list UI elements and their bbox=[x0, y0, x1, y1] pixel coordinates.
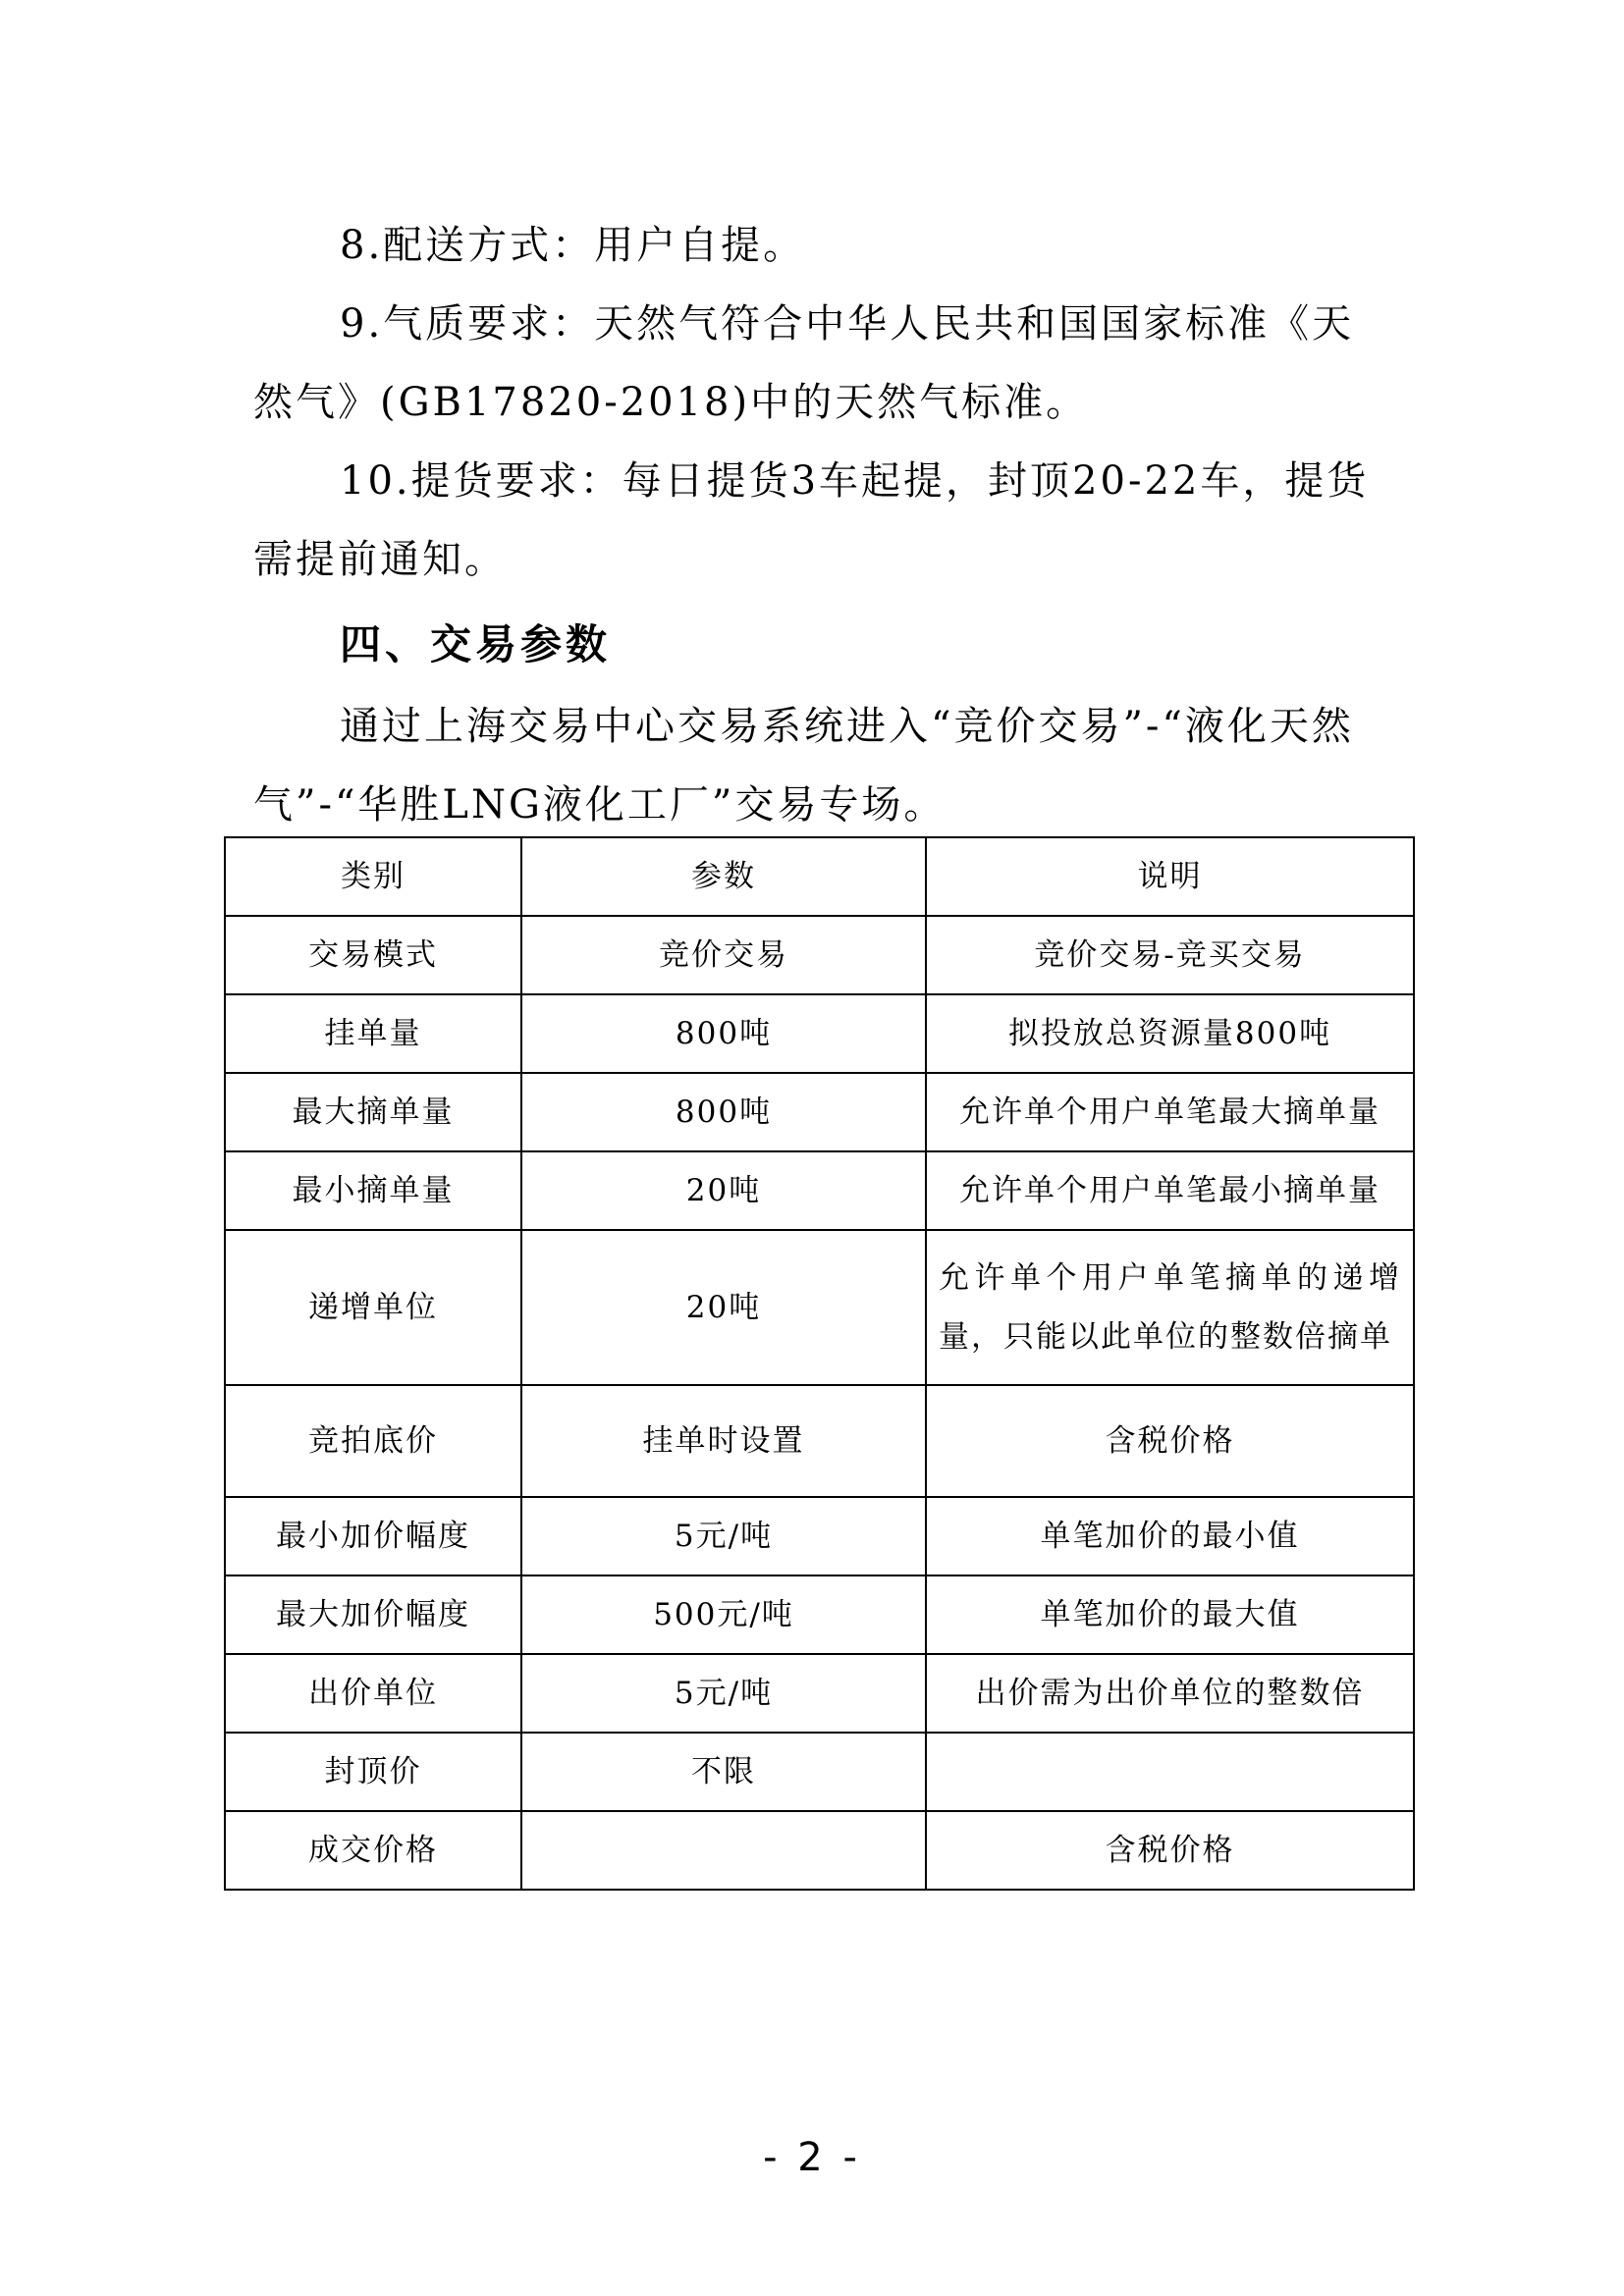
paragraph-pickup bbox=[253, 442, 1382, 599]
row-parameter: 5元/吨 bbox=[521, 1654, 926, 1733]
row-description: 允许单个用户单笔最小摘单量 bbox=[926, 1151, 1414, 1230]
paragraph-delivery-text: 8.配送方式：用户自提。 bbox=[340, 223, 806, 268]
row-description: 允许单个用户单笔最大摘单量 bbox=[926, 1073, 1414, 1151]
table-row bbox=[225, 994, 1414, 1073]
row-description: 出价需为出价单位的整数倍 bbox=[926, 1654, 1414, 1733]
trading-parameters-table bbox=[224, 836, 1415, 1891]
header-description: 说明 bbox=[926, 837, 1414, 916]
row-parameter: 5元/吨 bbox=[521, 1497, 926, 1575]
page-number: - 2 - bbox=[763, 2135, 861, 2180]
paragraph-gas-quality bbox=[253, 285, 1382, 442]
row-category: 出价单位 bbox=[225, 1654, 521, 1733]
table-row bbox=[225, 1073, 1414, 1151]
row-parameter: 800吨 bbox=[521, 1073, 926, 1151]
header-parameter: 参数 bbox=[521, 837, 926, 916]
row-category: 成交价格 bbox=[225, 1811, 521, 1890]
row-category: 最小摘单量 bbox=[225, 1151, 521, 1230]
table-row bbox=[225, 1497, 1414, 1575]
row-category: 交易模式 bbox=[225, 916, 521, 994]
row-category: 递增单位 bbox=[225, 1230, 521, 1385]
row-parameter bbox=[521, 1811, 926, 1890]
row-category: 封顶价 bbox=[225, 1733, 521, 1811]
table-row bbox=[225, 1230, 1414, 1385]
row-description: 单笔加价的最小值 bbox=[926, 1497, 1414, 1575]
row-category: 竞拍底价 bbox=[225, 1385, 521, 1497]
row-description: 含税价格 bbox=[926, 1385, 1414, 1497]
row-parameter: 500元/吨 bbox=[521, 1575, 926, 1654]
table-row bbox=[225, 1151, 1414, 1230]
row-parameter: 20吨 bbox=[521, 1151, 926, 1230]
paragraph-pickup-text: 10.提货要求：每日提货3车起提，封顶20-22车，提货需提前通知。 bbox=[253, 458, 1370, 582]
row-description: 竞价交易-竞买交易 bbox=[926, 916, 1414, 994]
table-row bbox=[225, 1385, 1414, 1497]
table-row bbox=[225, 916, 1414, 994]
row-category: 最小加价幅度 bbox=[225, 1497, 521, 1575]
section-heading: 四、交易参数 bbox=[340, 620, 612, 668]
table-row bbox=[225, 1654, 1414, 1733]
table-row bbox=[225, 1811, 1414, 1890]
row-parameter: 20吨 bbox=[521, 1230, 926, 1385]
row-parameter: 竞价交易 bbox=[521, 916, 926, 994]
row-category: 挂单量 bbox=[225, 994, 521, 1073]
section-intro-text: 通过上海交易中心交易系统进入“竞价交易”-“液化天然气”-“华胜LNG液化工厂”交易专场。 bbox=[253, 704, 1354, 828]
row-parameter: 挂单时设置 bbox=[521, 1385, 926, 1497]
paragraph-delivery bbox=[253, 206, 1382, 285]
row-category: 最大加价幅度 bbox=[225, 1575, 521, 1654]
row-description: 拟投放总资源量800吨 bbox=[926, 994, 1414, 1073]
row-category: 最大摘单量 bbox=[225, 1073, 521, 1151]
row-description: 单笔加价的最大值 bbox=[926, 1575, 1414, 1654]
section-intro bbox=[253, 687, 1382, 844]
header-category: 类别 bbox=[225, 837, 521, 916]
table-row bbox=[225, 1575, 1414, 1654]
table-header-row bbox=[225, 837, 1414, 916]
table-row bbox=[225, 1733, 1414, 1811]
row-parameter: 不限 bbox=[521, 1733, 926, 1811]
row-description: 允许单个用户单笔摘单的递增量，只能以此单位的整数倍摘单 bbox=[926, 1230, 1414, 1385]
row-description: 含税价格 bbox=[926, 1811, 1414, 1890]
row-description bbox=[926, 1733, 1414, 1811]
paragraph-gas-quality-text: 9.气质要求：天然气符合中华人民共和国国家标准《天然气》(GB17820-2018)中的天然气标准。 bbox=[253, 301, 1355, 425]
row-parameter: 800吨 bbox=[521, 994, 926, 1073]
